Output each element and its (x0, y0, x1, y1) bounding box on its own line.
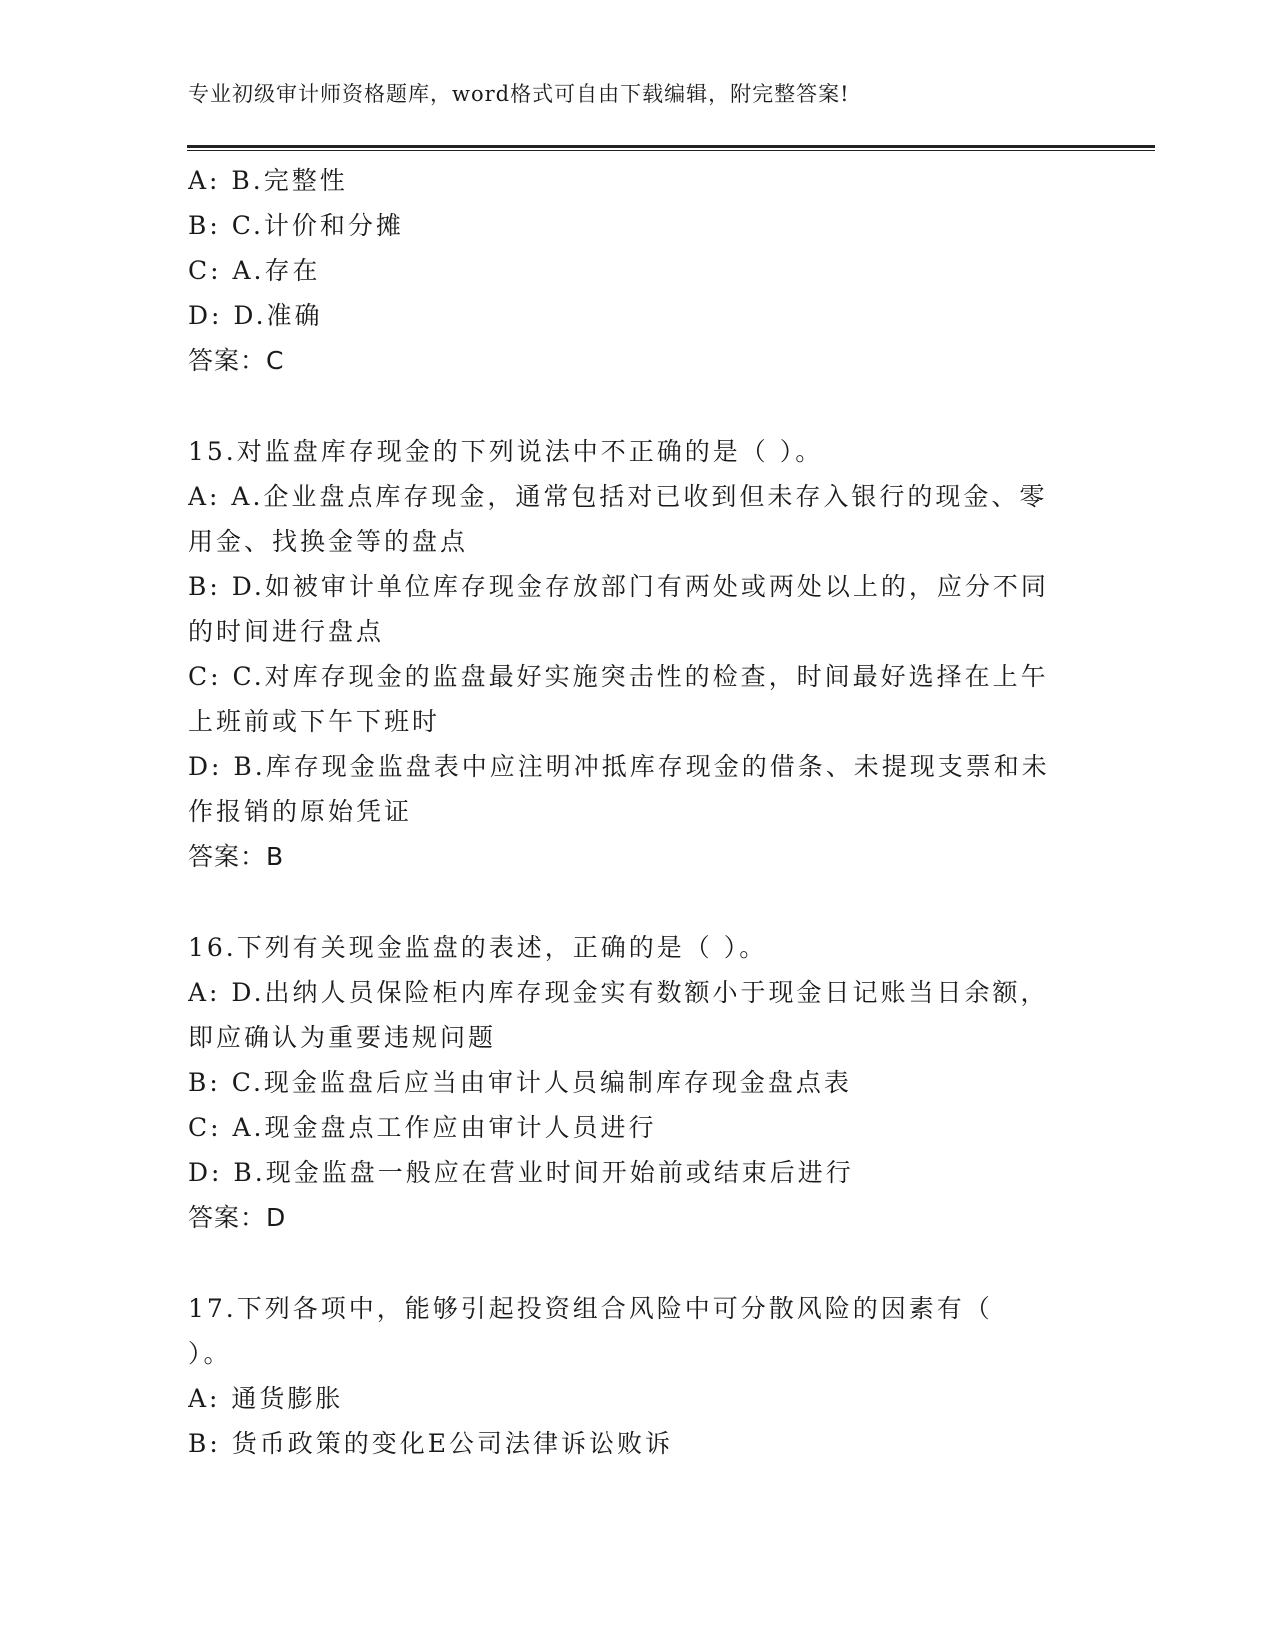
option-line: C: C.对库存现金的监盘最好实施突击性的检查，时间最好选择在上午 (188, 662, 1049, 691)
question-line: 17.下列各项中，能够引起投资组合风险中可分散风险的因素有（ (188, 1294, 993, 1323)
answer-line: 答案：D (188, 1203, 287, 1232)
option-line: A: D.出纳人员保险柜内库存现金实有数额小于现金日记账当日余额， (188, 978, 1049, 1007)
blank-gap (188, 383, 1068, 429)
header-rule (187, 145, 1155, 151)
answer-line: 答案：B (188, 842, 285, 871)
option-line: D: D.准确 (188, 301, 323, 330)
option-line: C: A.现金盘点工作应由审计人员进行 (188, 1113, 657, 1142)
option-line: A: A.企业盘点库存现金，通常包括对已收到但未存入银行的现金、零 (188, 482, 1048, 511)
blank-gap (188, 879, 1068, 925)
answer-line: 答案：C (188, 346, 285, 375)
question-line: 16.下列有关现金监盘的表述，正确的是（ ）。 (188, 933, 768, 962)
option-line: B: D.如被审计单位库存现金存放部门有两处或两处以上的，应分不同 (188, 572, 1049, 601)
option-line: D: B.库存现金监盘表中应注明冲抵库存现金的借条、未提现支票和未 (188, 752, 1050, 781)
option-line: 用金、找换金等的盘点 (188, 527, 469, 556)
option-line: 即应确认为重要违规问题 (188, 1023, 497, 1052)
question-line: 15.对监盘库存现金的下列说法中不正确的是（ ）。 (188, 437, 824, 466)
option-line: B: C.计价和分摊 (188, 211, 404, 240)
option-line: A: B.完整性 (188, 166, 348, 195)
blank-gap (188, 1240, 1068, 1286)
option-line: 作报销的原始凭证 (188, 797, 413, 826)
question-content (188, 158, 1068, 1466)
option-line: C: A.存在 (188, 256, 321, 285)
option-line: 上班前或下午下班时 (188, 707, 441, 736)
page-header: 专业初级审计师资格题库，word格式可自由下载编辑，附完整答案! (188, 82, 850, 106)
option-line: A: 通货膨胀 (188, 1384, 344, 1413)
question-line: ）。 (188, 1339, 232, 1368)
option-line: B: 货币政策的变化E公司法律诉讼败诉 (188, 1429, 673, 1458)
option-line: D: B.现金监盘一般应在营业时间开始前或结束后进行 (188, 1158, 854, 1187)
option-line: 的时间进行盘点 (188, 617, 385, 646)
option-line: B: C.现金监盘后应当由审计人员编制库存现金盘点表 (188, 1068, 852, 1097)
